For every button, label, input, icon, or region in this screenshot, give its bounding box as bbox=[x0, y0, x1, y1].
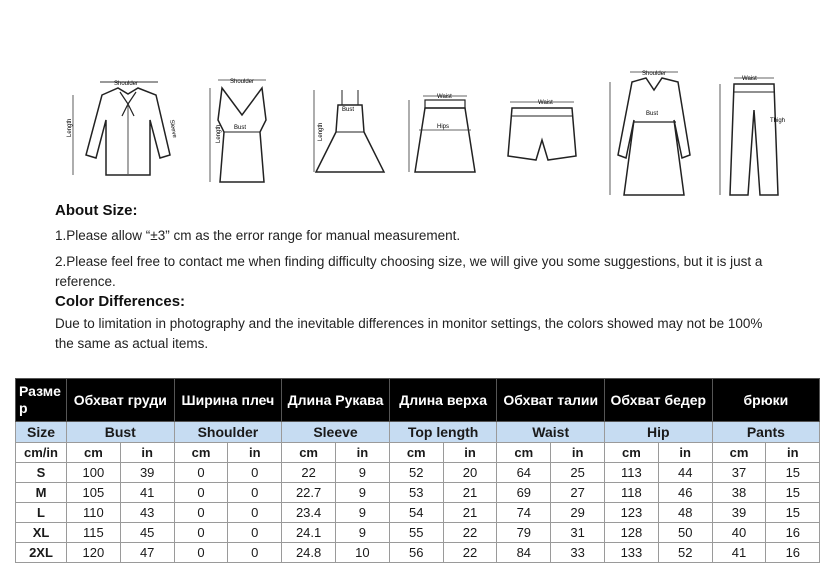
header-en-cell: Waist bbox=[497, 422, 605, 443]
value-cell: 0 bbox=[174, 483, 228, 503]
value-cell: 22 bbox=[443, 543, 497, 563]
value-cell: 22 bbox=[443, 523, 497, 543]
value-cell: 123 bbox=[605, 503, 659, 523]
tank-top-diagram bbox=[200, 60, 285, 185]
header-en-cell: Bust bbox=[67, 422, 175, 443]
value-cell: 38 bbox=[712, 483, 766, 503]
size-cell: L bbox=[16, 503, 67, 523]
header-ru-cell: брюки bbox=[712, 379, 820, 422]
value-cell: 74 bbox=[497, 503, 551, 523]
value-cell: 113 bbox=[605, 463, 659, 483]
value-cell: 52 bbox=[658, 543, 712, 563]
dress-diagram bbox=[302, 60, 392, 185]
value-cell: 25 bbox=[551, 463, 605, 483]
header-ru-cell: Обхват груди bbox=[67, 379, 175, 422]
value-cell: 0 bbox=[174, 463, 228, 483]
value-cell: 15 bbox=[766, 503, 820, 523]
value-cell: 53 bbox=[389, 483, 443, 503]
header-en-cell: Hip bbox=[605, 422, 713, 443]
value-cell: 0 bbox=[228, 463, 282, 483]
value-cell: 24.1 bbox=[282, 523, 336, 543]
svg-text:Waist: Waist bbox=[742, 76, 757, 82]
value-cell: 15 bbox=[766, 463, 820, 483]
value-cell: 41 bbox=[120, 483, 174, 503]
value-cell: 31 bbox=[551, 523, 605, 543]
size-cell: XL bbox=[16, 523, 67, 543]
size-cell: M bbox=[16, 483, 67, 503]
header-ru-cell: Обхват талии bbox=[497, 379, 605, 422]
table-row bbox=[16, 503, 820, 523]
skirt-diagram bbox=[403, 60, 483, 185]
header-ru-cell: Длина верха bbox=[389, 379, 497, 422]
color-differences-heading: Color Differences: bbox=[55, 293, 186, 310]
value-cell: 48 bbox=[658, 503, 712, 523]
svg-text:Hips: Hips bbox=[437, 124, 450, 130]
table-row bbox=[16, 483, 820, 503]
value-cell: 37 bbox=[712, 463, 766, 483]
svg-text:Thigh: Thigh bbox=[770, 118, 786, 124]
svg-text:Bust: Bust bbox=[342, 107, 355, 113]
value-cell: 21 bbox=[443, 483, 497, 503]
header-row-russian bbox=[16, 379, 820, 422]
value-cell: 128 bbox=[605, 523, 659, 543]
value-cell: 9 bbox=[336, 523, 390, 543]
value-cell: 84 bbox=[497, 543, 551, 563]
header-en-cell: Shoulder bbox=[174, 422, 282, 443]
svg-text:Waist: Waist bbox=[437, 94, 452, 100]
unit-cell: in bbox=[120, 443, 174, 463]
value-cell: 118 bbox=[605, 483, 659, 503]
value-cell: 9 bbox=[336, 503, 390, 523]
value-cell: 39 bbox=[712, 503, 766, 523]
value-cell: 10 bbox=[336, 543, 390, 563]
unit-cell: in bbox=[551, 443, 605, 463]
unit-cell: in bbox=[443, 443, 497, 463]
unit-cell: cm bbox=[389, 443, 443, 463]
value-cell: 23.4 bbox=[282, 503, 336, 523]
header-en-cell: Sleeve bbox=[282, 422, 390, 443]
header-ru-cell: Обхват бедер bbox=[605, 379, 713, 422]
svg-text:Waist: Waist bbox=[538, 100, 553, 106]
size-cell: S bbox=[16, 463, 67, 483]
value-cell: 0 bbox=[174, 543, 228, 563]
header-row-english bbox=[16, 422, 820, 443]
value-cell: 64 bbox=[497, 463, 551, 483]
value-cell: 27 bbox=[551, 483, 605, 503]
value-cell: 120 bbox=[67, 543, 121, 563]
value-cell: 45 bbox=[120, 523, 174, 543]
header-ru-cell: Длина Рукава bbox=[282, 379, 390, 422]
value-cell: 52 bbox=[389, 463, 443, 483]
svg-text:Length: Length bbox=[318, 122, 324, 141]
svg-text:Length: Length bbox=[67, 118, 73, 137]
value-cell: 50 bbox=[658, 523, 712, 543]
value-cell: 79 bbox=[497, 523, 551, 543]
unit-row bbox=[16, 443, 820, 463]
value-cell: 33 bbox=[551, 543, 605, 563]
shorts-diagram bbox=[498, 60, 583, 185]
measurement-diagrams bbox=[0, 60, 837, 205]
coat-diagram bbox=[598, 60, 698, 200]
pants-diagram bbox=[710, 60, 795, 205]
unit-cell: cm bbox=[67, 443, 121, 463]
value-cell: 40 bbox=[712, 523, 766, 543]
value-cell: 0 bbox=[228, 523, 282, 543]
unit-cell: cm bbox=[282, 443, 336, 463]
header-en-cell: Size bbox=[16, 422, 67, 443]
svg-text:Bust: Bust bbox=[646, 111, 659, 117]
svg-text:Shoulder: Shoulder bbox=[230, 79, 255, 85]
table-row bbox=[16, 463, 820, 483]
value-cell: 22.7 bbox=[282, 483, 336, 503]
header-ru-cell: Разме р bbox=[16, 379, 67, 422]
unit-cell: in bbox=[228, 443, 282, 463]
header-ru-cell: Ширина плеч bbox=[174, 379, 282, 422]
value-cell: 110 bbox=[67, 503, 121, 523]
value-cell: 43 bbox=[120, 503, 174, 523]
header-en-cell: Top length bbox=[389, 422, 497, 443]
value-cell: 54 bbox=[389, 503, 443, 523]
value-cell: 22 bbox=[282, 463, 336, 483]
value-cell: 16 bbox=[766, 543, 820, 563]
about-size-line-1: 1.Please allow “±3” cm as the error range for manual measurement. bbox=[55, 228, 461, 243]
value-cell: 9 bbox=[336, 463, 390, 483]
value-cell: 15 bbox=[766, 483, 820, 503]
value-cell: 115 bbox=[67, 523, 121, 543]
unit-cell: cm bbox=[174, 443, 228, 463]
svg-text:Shoulder: Shoulder bbox=[642, 71, 667, 77]
table-row bbox=[16, 523, 820, 543]
value-cell: 100 bbox=[67, 463, 121, 483]
value-cell: 0 bbox=[174, 523, 228, 543]
table-row bbox=[16, 543, 820, 563]
value-cell: 69 bbox=[497, 483, 551, 503]
value-cell: 20 bbox=[443, 463, 497, 483]
svg-text:Length: Length bbox=[216, 124, 222, 143]
value-cell: 16 bbox=[766, 523, 820, 543]
unit-cell: cm bbox=[497, 443, 551, 463]
value-cell: 56 bbox=[389, 543, 443, 563]
value-cell: 44 bbox=[658, 463, 712, 483]
unit-cell: cm bbox=[605, 443, 659, 463]
blouse-diagram bbox=[58, 60, 183, 185]
value-cell: 41 bbox=[712, 543, 766, 563]
value-cell: 133 bbox=[605, 543, 659, 563]
value-cell: 47 bbox=[120, 543, 174, 563]
value-cell: 24.8 bbox=[282, 543, 336, 563]
value-cell: 105 bbox=[67, 483, 121, 503]
unit-cell: in bbox=[336, 443, 390, 463]
header-en-cell: Pants bbox=[712, 422, 820, 443]
value-cell: 21 bbox=[443, 503, 497, 523]
value-cell: 0 bbox=[228, 503, 282, 523]
value-cell: 0 bbox=[228, 483, 282, 503]
unit-cell: in bbox=[658, 443, 712, 463]
value-cell: 55 bbox=[389, 523, 443, 543]
unit-cell: in bbox=[766, 443, 820, 463]
value-cell: 29 bbox=[551, 503, 605, 523]
value-cell: 9 bbox=[336, 483, 390, 503]
value-cell: 39 bbox=[120, 463, 174, 483]
size-chart-table bbox=[15, 378, 820, 563]
value-cell: 0 bbox=[228, 543, 282, 563]
svg-text:Shoulder: Shoulder bbox=[114, 81, 139, 87]
svg-text:Bust: Bust bbox=[234, 125, 247, 131]
value-cell: 0 bbox=[174, 503, 228, 523]
svg-text:Sleeve: Sleeve bbox=[168, 119, 178, 139]
unit-cell: cm bbox=[712, 443, 766, 463]
value-cell: 46 bbox=[658, 483, 712, 503]
about-size-line-2: 2.Please feel free to contact me when finding difficulty choosing size, we will give you some suggestions, but it is just a reference. bbox=[55, 254, 763, 289]
about-size-heading: About Size: bbox=[55, 202, 138, 219]
unit-cell: cm/in bbox=[16, 443, 67, 463]
size-cell: 2XL bbox=[16, 543, 67, 563]
color-differences-text: Due to limitation in photography and the inevitable differences in monitor settings, the colors showed may not be 100% the same as actual items. bbox=[55, 316, 763, 351]
